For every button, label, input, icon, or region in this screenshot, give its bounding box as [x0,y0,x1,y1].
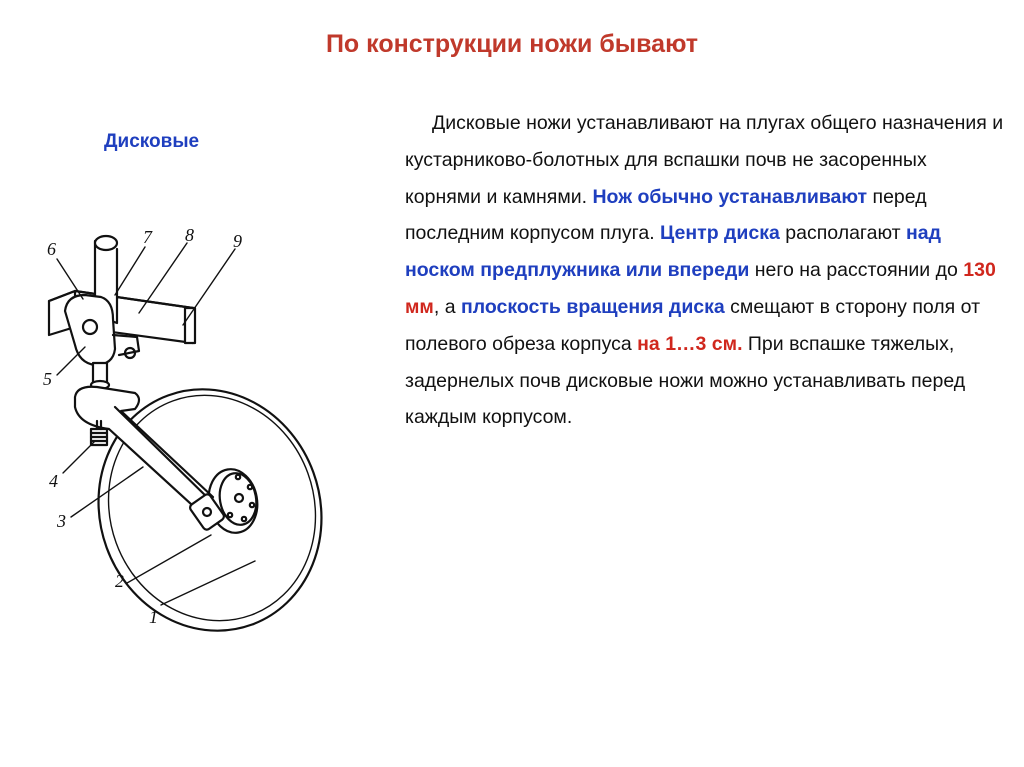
label-5: 5 [43,369,52,389]
label-8: 8 [185,225,194,245]
label-1: 1 [149,607,158,627]
highlighted-text: плоскость вращения диска [460,295,725,318]
label-9: 9 [233,231,242,251]
label-7: 7 [143,227,152,247]
highlighted-text: 130 мм [405,259,996,318]
section-subtitle: Дисковые [104,131,200,152]
text-segment: При вспашке тяжелых, задернелых почв дисковые ножи можно устанавливать перед каждым корпусом. [405,332,966,429]
label-3: 3 [57,511,66,531]
label-2: 2 [115,571,124,591]
disc-coulter-drawing [35,215,325,635]
highlighted-text: на 1…3 см. [637,332,743,355]
slide-title: По конструкции ножи бывают [325,30,699,58]
highlighted-text: Нож обычно устанавливают [592,185,868,208]
text-segment: располагают [779,222,906,245]
label-4: 4 [49,471,58,491]
description-paragraph [405,105,1005,436]
text-segment: смещают в сторону поля от полевого обреза корпуса [405,295,981,355]
description-text [405,105,1005,436]
label-6: 6 [47,239,56,259]
text-segment: Дисковые ножи устанавливают на плугах общего назначения и кустарниково-болотных для вспашки почв не засоренных корнями и камнями. [405,112,1004,208]
highlighted-text: Центр диска [660,222,780,245]
pivot-pin [91,363,109,389]
part-labels [43,225,242,627]
crank-arm [75,387,225,531]
text-segment: , а [433,295,461,318]
highlighted-text: над носком предплужника или впереди [405,222,942,282]
text-segment: перед последним корпусом плуга. [405,185,927,245]
text-segment: него на расстоянии до [749,259,964,282]
